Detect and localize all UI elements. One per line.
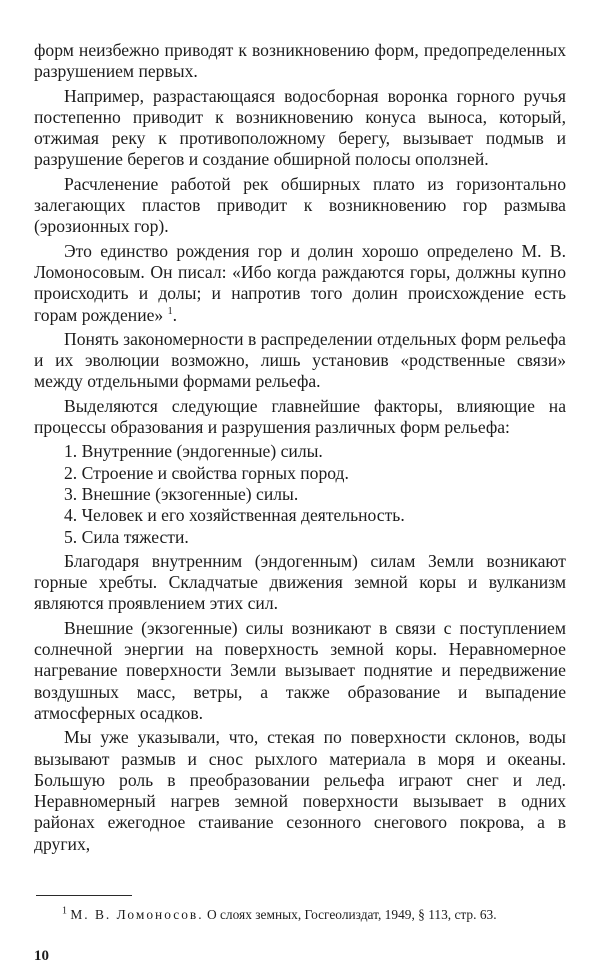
footnote-divider: [36, 895, 132, 896]
paragraph-factors-intro: Выделяются следующие главнейшие факторы, влияющие на процессы образования и разрушения различных форм рельефа:: [34, 395, 566, 438]
lomonosov-quote-text: Это единство рождения гор и долин хорошо определено М. В. Ломоносовым. Он писал: «Ибо когда раждаются горы, должны купно происходить и долы; и напротив того долин происхождение есть горам рождение»: [34, 240, 566, 325]
page-number: 10: [34, 948, 49, 964]
footnote: [34, 906, 566, 923]
footnote-marker: 1: [62, 905, 67, 917]
paragraph-endogenous: Благодаря внутренним (эндогенным) силам Земли возникают горные хребты. Складчатые движения земной коры и вулканизм являются проявлением этих сил.: [34, 550, 566, 614]
main-text: [34, 40, 566, 855]
paragraph-plateau: Расчленение работой рек обширных плато из горизонтально залегающих пластов приводит к возникновению гор размыва (эрозионных гор).: [34, 173, 566, 237]
factor-item: 2. Строение и свойства горных пород.: [64, 462, 349, 483]
paragraph-example: Например, разрастающаяся водосборная воронка горного ручья постепенно приводит к возникновению конуса выноса, который, отжимая реку к противоположному берегу, вызывает подмыв и разрушение берегов и создание обширной полосы оползней.: [34, 85, 566, 170]
paragraph-continuation: форм неизбежно приводят к возникновению форм, предопределенных разрушением первых.: [34, 40, 566, 82]
factor-item: 4. Человек и его хозяйственная деятельность.: [64, 505, 405, 526]
footnote-reference: 1: [167, 305, 173, 317]
factor-item: 3. Внешние (экзогенные) силы.: [64, 483, 299, 504]
factors-list: [34, 441, 566, 547]
factor-item: 1. Внутренние (эндогенные) силы.: [64, 441, 323, 462]
footnote-source: О слоях земных, Госгеолиздат, 1949, § 113, стр. 63.: [206, 907, 497, 922]
paragraph-regularities: Понять закономерности в распределении отдельных форм рельефа и их эволюции возможно, лишь установив «родственные связи» между отдельными формами рельефа.: [34, 328, 566, 392]
factor-item: 5. Сила тяжести.: [64, 526, 189, 547]
footnote-author: М. В. Ломоносов.: [70, 907, 204, 922]
paragraph-lomonosov: Это единство рождения гор и долин хорошо определено М. В. Ломоносовым. Он писал: «Ибо когда раждаются горы, должны купно происходить и долы; и напротив того долин происхождение есть горам рождение» $^1$.: [34, 240, 566, 325]
paragraph-erosion: Мы уже указывали, что, стекая по поверхности склонов, воды вызывают размыв и снос рыхлого материала в моря и океаны. Большую роль в преобразовании рельефа играют снег и лед. Неравномерный нагрев земной поверхности вызывает в одних районах ежегодное стаивание сезонного снегового покрова, а в других,: [34, 727, 566, 854]
paragraph-exogenous: Внешние (экзогенные) силы возникают в связи с поступлением солнечной энергии на поверхность земной коры. Неравномерное нагревание поверхности Земли вызывает поднятие и передвижение воздушных масс, ветры, а также образование и выпадение атмосферных осадков.: [34, 617, 566, 723]
